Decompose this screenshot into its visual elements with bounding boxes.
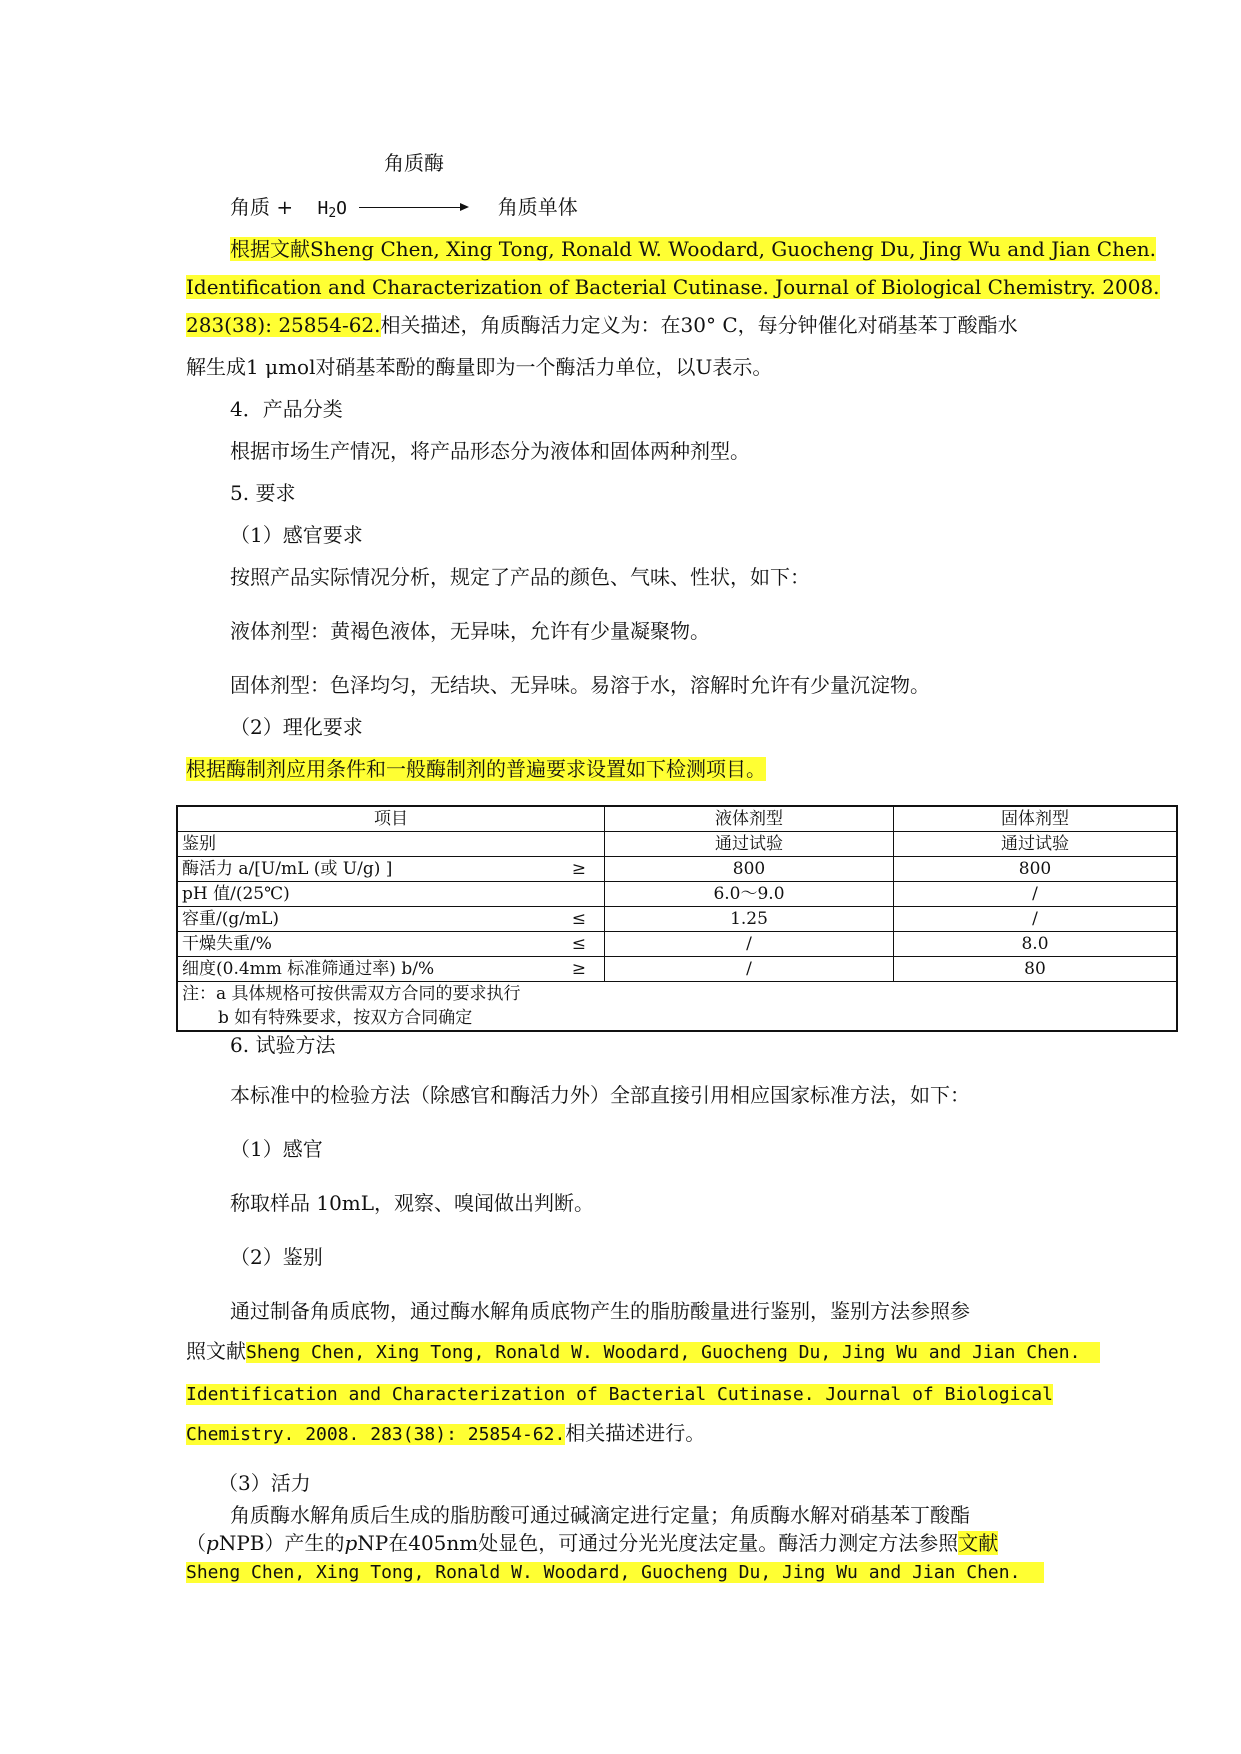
physchem-heading: （2）理化要求 — [230, 715, 363, 739]
definition-text: 相关描述，角质酶活力定义为：在30° C，每分钟催化对硝基苯丁酸酯水 — [380, 313, 1018, 337]
row-solid: 通过试验 — [894, 832, 1178, 857]
table-row — [177, 957, 1177, 982]
row-item-label: 干燥失重/% — [182, 934, 272, 954]
row-comparator: ≥ — [571, 859, 586, 879]
water-formula — [317, 198, 347, 219]
section-6-intro: 本标准中的检验方法（除感官和酶活力外）全部直接引用相应国家标准方法，如下： — [230, 1083, 970, 1107]
row-item-label: 容重/(g/mL) — [182, 909, 280, 929]
row-item — [177, 832, 605, 857]
row-comparator: ≥ — [571, 959, 586, 979]
p-italic-2: p — [344, 1531, 358, 1555]
citation-highlight-2: Identification and Characterization of Bacterial Cutinase. Journal of Biological Chemistry. 2008. — [186, 275, 1160, 299]
sensory-text: 按照产品实际情况分析，规定了产品的颜色、气味、性状，如下： — [230, 565, 810, 589]
citation-highlight-5: Identification and Characterization of Bacterial Cutinase. Journal of Biological — [186, 1384, 1053, 1405]
reaction-equation — [230, 194, 578, 227]
row-item — [177, 957, 605, 982]
water-h: H — [317, 198, 329, 219]
row-solid: / — [894, 907, 1178, 932]
row-liquid: / — [605, 957, 894, 982]
specification-table — [176, 805, 1178, 1032]
identification-line-2 — [186, 1338, 1100, 1366]
row-solid: 8.0 — [894, 932, 1178, 957]
row-liquid: 6.0～9.0 — [605, 882, 894, 907]
table-header-row — [177, 806, 1177, 832]
table-note-row — [177, 982, 1177, 1032]
sensory-heading: （1）感官要求 — [230, 523, 363, 547]
product-text: 角质单体 — [497, 195, 578, 219]
row-item — [177, 857, 605, 882]
reaction-arrow — [359, 207, 467, 208]
sensory-test-text: 称取样品 10mL，观察、嗅闻做出判断。 — [230, 1191, 595, 1215]
section-4-heading: 4．产品分类 — [230, 397, 343, 421]
row-solid: 80 — [894, 957, 1178, 982]
citation-highlight-6: Chemistry. 2008. 283(38): 25854-62. — [186, 1424, 566, 1445]
enzyme-label: 角质酶 — [384, 151, 444, 175]
activity-line-3 — [186, 1558, 1044, 1586]
row-liquid: 1.25 — [605, 907, 894, 932]
row-item-label: 酶活力 a/[U/mL (或 U/g) ] — [182, 859, 393, 879]
identification-line-1: 通过制备角质底物，通过酶水解角质底物产生的脂肪酸量进行鉴别，鉴别方法参照参 — [230, 1299, 970, 1323]
p-italic-1: p — [206, 1531, 219, 1555]
water-o: O — [336, 198, 347, 219]
ref-highlight: 文献 — [958, 1531, 999, 1555]
note-b: b 如有特殊要求，按双方合同确定 — [218, 1008, 473, 1028]
section-5-heading: 5. 要求 — [230, 481, 296, 505]
liquid-form-text: 液体剂型：黄褐色液体，无异味，允许有少量凝聚物。 — [230, 619, 710, 643]
sensory-test-heading: （1）感官 — [230, 1137, 323, 1161]
header-liquid: 液体剂型 — [605, 806, 894, 832]
activity-line-2 — [186, 1530, 998, 1556]
row-item-label: 鉴别 — [182, 834, 216, 854]
row-item-label: pH 值/(25℃) — [182, 884, 290, 904]
citation-highlight-3: 283(38): 25854-62. — [186, 313, 381, 337]
table-notes — [177, 982, 1177, 1032]
identification-heading: （2）鉴别 — [230, 1245, 323, 1269]
definition-line-1 — [230, 236, 1156, 262]
table-row — [177, 857, 1177, 882]
activity-heading: （3）活力 — [218, 1471, 311, 1495]
section-6-heading: 6. 试验方法 — [230, 1033, 336, 1057]
row-item — [177, 932, 605, 957]
row-solid: 800 — [894, 857, 1178, 882]
water-subscript: 2 — [328, 206, 337, 221]
substrate-text: 角质 + — [230, 195, 294, 219]
solid-form-text: 固体剂型：色泽均匀，无结块、无异味。易溶于水，溶解时允许有少量沉淀物。 — [230, 673, 930, 697]
note-a: 注：a 具体规格可按供需双方合同的要求执行 — [182, 984, 521, 1004]
table-row — [177, 932, 1177, 957]
activity-text-1: NPB）产生的 — [218, 1531, 345, 1555]
activity-text-2: NP在405nm处显色，可通过分光光度法定量。酶活力测定方法参照 — [357, 1531, 959, 1555]
ref-suffix: 相关描述进行。 — [565, 1421, 706, 1445]
table-row — [177, 907, 1177, 932]
paren-open: （ — [186, 1531, 206, 1555]
row-item-label: 细度(0.4mm 标准筛通过率) b/% — [182, 959, 435, 979]
row-liquid: / — [605, 932, 894, 957]
definition-line-3 — [186, 312, 1018, 338]
row-liquid: 800 — [605, 857, 894, 882]
citation-highlight-7: Sheng Chen, Xing Tong, Ronald W. Woodard, Guocheng Du, Jing Wu and Jian Chen. — [186, 1562, 1044, 1583]
row-liquid: 通过试验 — [605, 832, 894, 857]
row-item — [177, 882, 605, 907]
row-comparator: ≤ — [571, 909, 586, 929]
citation-highlight-1: 根据文献Sheng Chen, Xing Tong, Ronald W. Woodard, Guocheng Du, Jing Wu and Jian Chen. — [230, 237, 1157, 261]
ref-prefix: 照文献 — [186, 1339, 246, 1363]
row-item — [177, 907, 605, 932]
table-row — [177, 832, 1177, 857]
row-solid: / — [894, 882, 1178, 907]
physchem-text — [186, 756, 766, 782]
header-item: 项目 — [177, 806, 605, 832]
citation-highlight-4: Sheng Chen, Xing Tong, Ronald W. Woodard, Guocheng Du, Jing Wu and Jian Chen. — [246, 1342, 1100, 1363]
identification-line-4 — [186, 1420, 705, 1448]
definition-line-2 — [186, 274, 1160, 300]
definition-line-4: 解生成1 μmol对硝基苯酚的酶量即为一个酶活力单位，以U表示。 — [186, 355, 773, 379]
activity-line-1: 角质酶水解角质后生成的脂肪酸可通过碱滴定进行定量；角质酶水解对硝基苯丁酸酯 — [230, 1503, 970, 1527]
table-row — [177, 882, 1177, 907]
section-4-text: 根据市场生产情况，将产品形态分为液体和固体两种剂型。 — [230, 439, 750, 463]
identification-line-3 — [186, 1380, 1053, 1408]
header-solid: 固体剂型 — [894, 806, 1178, 832]
physchem-highlight: 根据酶制剂应用条件和一般酶制剂的普遍要求设置如下检测项目。 — [186, 757, 766, 781]
row-comparator: ≤ — [571, 934, 586, 954]
